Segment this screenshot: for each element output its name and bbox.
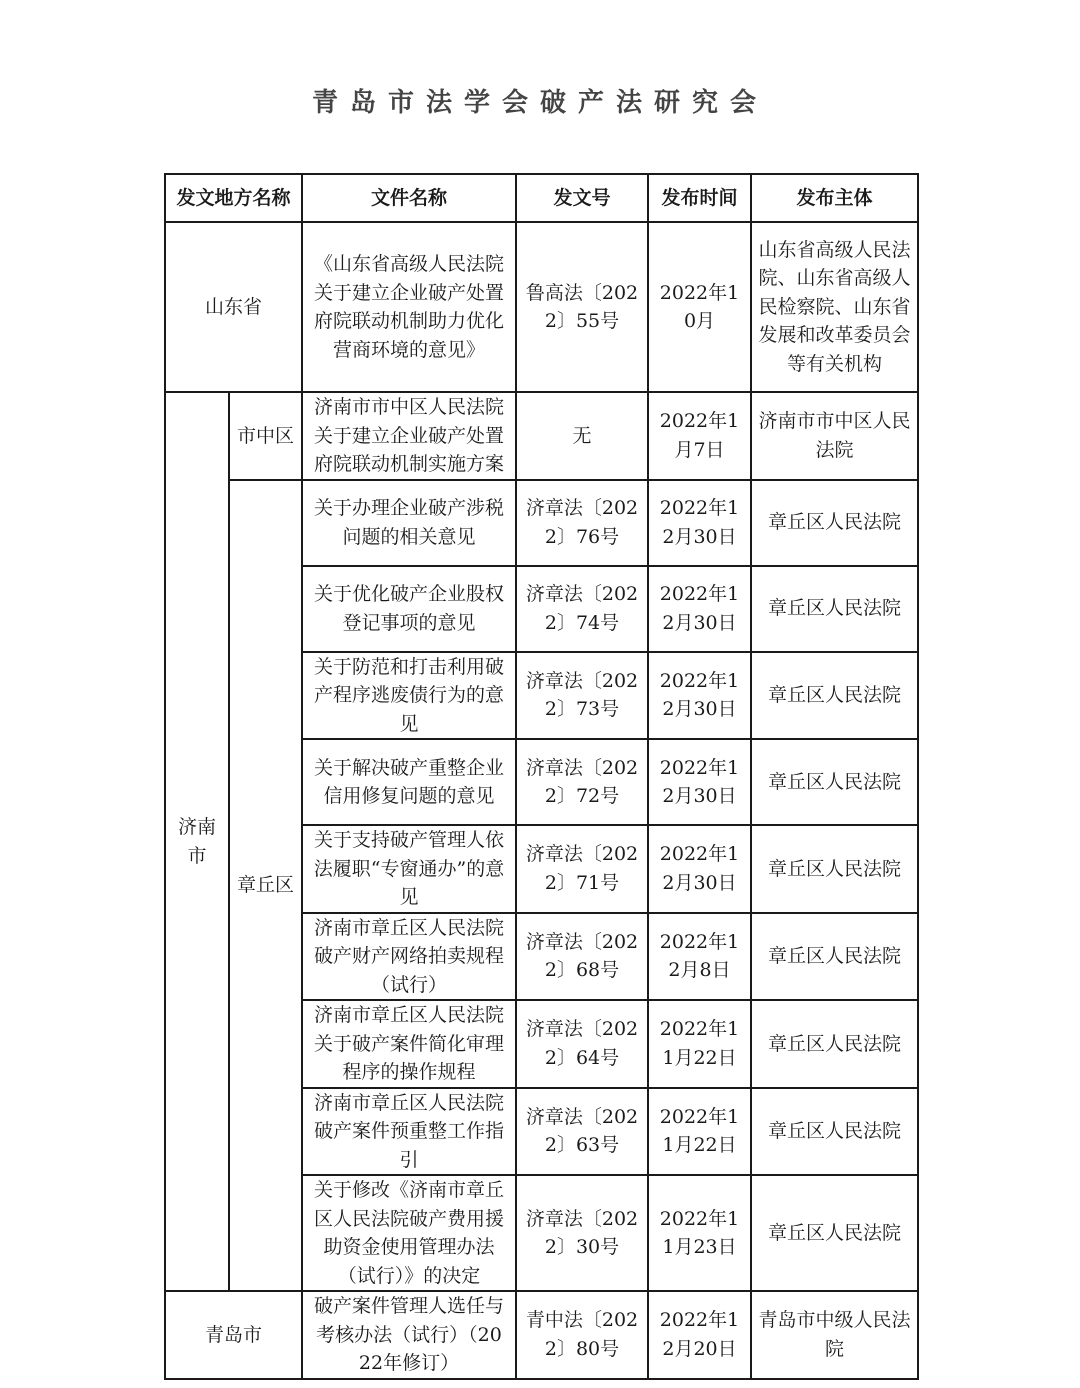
issuer: 青岛市中级人民法院 <box>751 1291 918 1379</box>
issue-date: 2022年10月 <box>648 222 751 392</box>
doc-number: 青中法〔2022〕80号 <box>516 1291 648 1379</box>
table-row <box>165 480 918 566</box>
file-name: 济南市章丘区人民法院破产财产网络拍卖规程（试行） <box>302 913 516 1001</box>
issuer: 章丘区人民法院 <box>751 1000 918 1088</box>
column-header-region: 发文地方名称 <box>165 174 302 222</box>
issue-date: 2022年12月30日 <box>648 739 751 825</box>
file-name: 济南市章丘区人民法院破产案件预重整工作指引 <box>302 1088 516 1176</box>
file-name: 关于修改《济南市章丘区人民法院破产费用援助资金使用管理办法（试行）》的决定 <box>302 1175 516 1291</box>
doc-number: 无 <box>516 392 648 480</box>
file-name: 关于办理企业破产涉税问题的相关意见 <box>302 480 516 566</box>
doc-number: 济章法〔2022〕63号 <box>516 1088 648 1176</box>
table-row <box>165 222 918 392</box>
issuer: 章丘区人民法院 <box>751 480 918 566</box>
doc-number: 济章法〔2022〕30号 <box>516 1175 648 1291</box>
issuer: 章丘区人民法院 <box>751 1175 918 1291</box>
issue-date: 2022年12月8日 <box>648 913 751 1001</box>
issue-date: 2022年11月22日 <box>648 1000 751 1088</box>
issue-date: 2022年12月30日 <box>648 480 751 566</box>
issuer: 章丘区人民法院 <box>751 1088 918 1176</box>
file-name: 关于优化破产企业股权登记事项的意见 <box>302 566 516 652</box>
doc-number: 济章法〔2022〕73号 <box>516 652 648 740</box>
region-shizhong: 市中区 <box>229 392 302 480</box>
table-header-row <box>165 174 918 222</box>
table-row <box>165 392 918 480</box>
file-name: 济南市市中区人民法院关于建立企业破产处置府院联动机制实施方案 <box>302 392 516 480</box>
issue-date: 2022年11月23日 <box>648 1175 751 1291</box>
issuer: 章丘区人民法院 <box>751 652 918 740</box>
issue-date: 2022年12月30日 <box>648 825 751 913</box>
column-header-date: 发布时间 <box>648 174 751 222</box>
file-name: 关于解决破产重整企业信用修复问题的意见 <box>302 739 516 825</box>
column-header-name: 文件名称 <box>302 174 516 222</box>
issuer: 章丘区人民法院 <box>751 825 918 913</box>
issue-date: 2022年12月30日 <box>648 566 751 652</box>
column-header-doc-no: 发文号 <box>516 174 648 222</box>
table-row <box>165 1291 918 1379</box>
issuer: 山东省高级人民法院、山东省高级人民检察院、山东省发展和改革委员会等有关机构 <box>751 222 918 392</box>
doc-number: 济章法〔2022〕68号 <box>516 913 648 1001</box>
issuer: 章丘区人民法院 <box>751 739 918 825</box>
region-shandong: 山东省 <box>165 222 302 392</box>
doc-number: 济章法〔2022〕72号 <box>516 739 648 825</box>
file-name: 破产案件管理人选任与考核办法（试行）（2022年修订） <box>302 1291 516 1379</box>
file-name: 关于支持破产管理人依法履职“专窗通办”的意见 <box>302 825 516 913</box>
doc-number: 鲁高法〔2022〕55号 <box>516 222 648 392</box>
page-title: 青岛市法学会破产法研究会 <box>311 88 768 118</box>
issue-date: 2022年11月22日 <box>648 1088 751 1176</box>
issuer: 济南市市中区人民法院 <box>751 392 918 480</box>
doc-number: 济章法〔2022〕71号 <box>516 825 648 913</box>
issuer: 章丘区人民法院 <box>751 566 918 652</box>
column-header-issuer: 发布主体 <box>751 174 918 222</box>
issue-date: 2022年12月20日 <box>648 1291 751 1379</box>
file-name: 关于防范和打击利用破产程序逃废债行为的意见 <box>302 652 516 740</box>
doc-number: 济章法〔2022〕64号 <box>516 1000 648 1088</box>
region-zhangqiu: 章丘区 <box>229 480 302 1292</box>
file-name: 济南市章丘区人民法院关于破产案件简化审理程序的操作规程 <box>302 1000 516 1088</box>
issue-date: 2022年12月30日 <box>648 652 751 740</box>
region-jinan: 济南市 <box>165 392 229 1291</box>
file-name: 《山东省高级人民法院关于建立企业破产处置府院联动机制助力优化营商环境的意见》 <box>302 222 516 392</box>
issue-date: 2022年1月7日 <box>648 392 751 480</box>
document-table <box>164 173 919 1380</box>
issuer: 章丘区人民法院 <box>751 913 918 1001</box>
doc-number: 济章法〔2022〕74号 <box>516 566 648 652</box>
doc-number: 济章法〔2022〕76号 <box>516 480 648 566</box>
region-qingdao: 青岛市 <box>165 1291 302 1379</box>
